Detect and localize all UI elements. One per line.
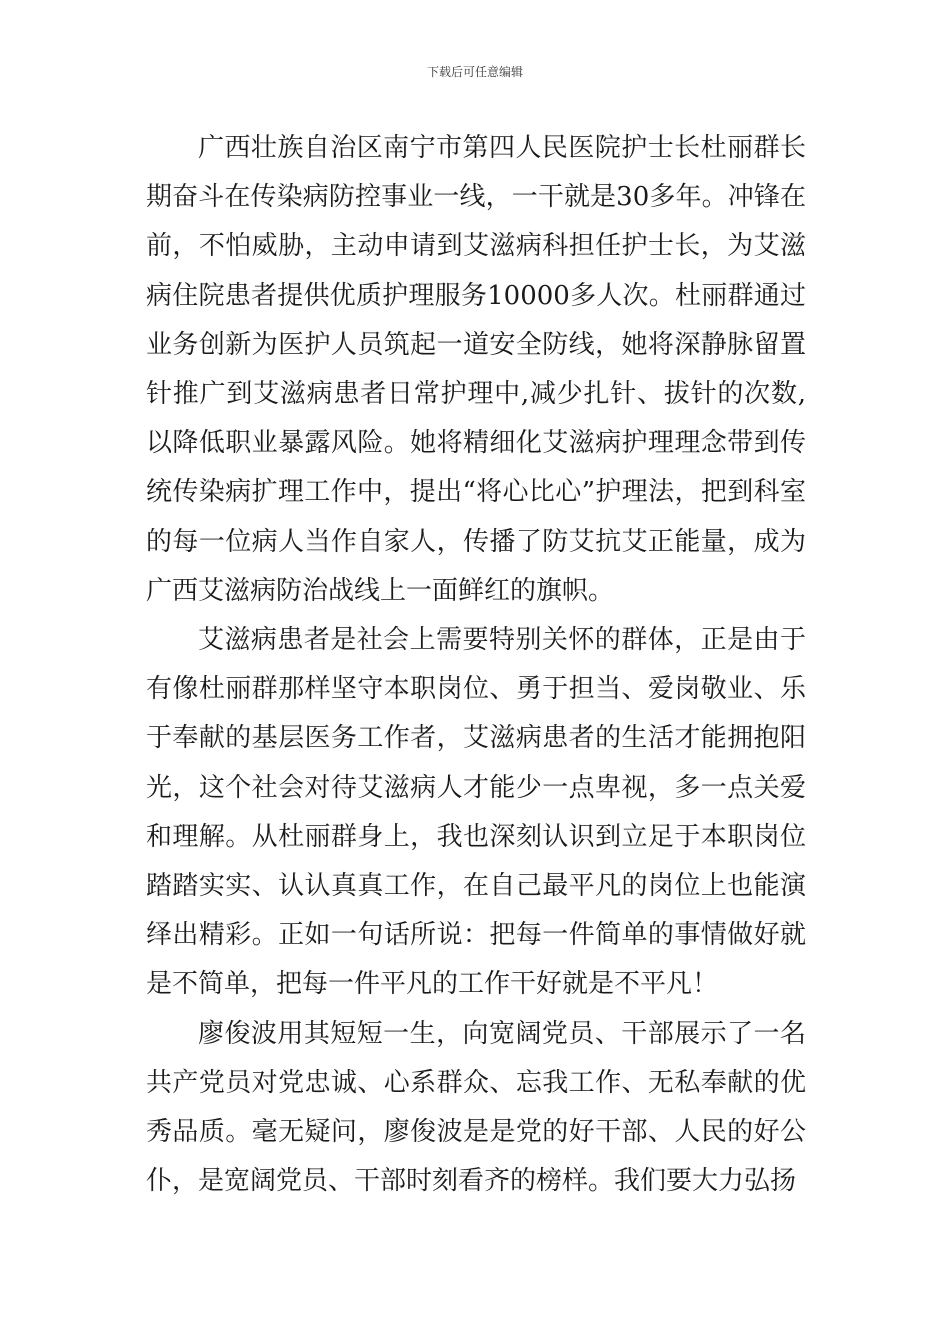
- paragraph-1: 广西壮族自治区南宁市第四人民医院护士长杜丽群长期奋斗在传染病防控事业一线，一干就是30多年。冲锋在前，不怕威胁，主动申请到艾滋病科担任护士长，为艾滋病住院患者提供优质护理服务10000多人次。杜丽群通过业务创新为医护人员筑起一道安全防线，她将深静脉留置针推广到艾滋病患者日常护理中,减少扎针、拔针的次数,以降低职业暴露风险。她将精细化艾滋病护理理念带到传统传染病扩理工作中，提出“将心比心”护理法，把到科室的每一位病人当作自家人，传播了防艾抗艾正能量，成为广西艾滋病防治战线上一面鲜红的旗帜。: [146, 133, 806, 606]
- paragraph-3: 廖俊波用其短短一生，向宽阔党员、干部展示了一名共产党员对党忠诚、心系群众、忘我工作、无私奉献的优秀品质。毫无疑问，廖俊波是是党的好干部、人民的好公仆，是宽阔党员、干部时刻看齐的榜样。我们要大力弘扬: [146, 1018, 806, 1197]
- paragraph-2: 艾滋病患者是社会上需要特别关怀的群体，正是由于有像杜丽群那样坚守本职岗位、勇于担当、爱岗敬业、乐于奉献的基层医务工作者，艾滋病患者的生活才能拥抱阳光，这个社会对待艾滋病人才能少一点卑视，多一点关爱和理解。从杜丽群身上，我也深刻认识到立足于本职岗位踏踏实实、认认真真工作，在自己最平凡的岗位上也能演绎出精彩。正如一句话所说：把每一件简单的事情做好就是不简单，把每一件平凡的工作干好就是不平凡！: [146, 625, 806, 1000]
- document-body: [146, 124, 806, 1206]
- page-header: 下载后可任意编辑: [426, 65, 523, 79]
